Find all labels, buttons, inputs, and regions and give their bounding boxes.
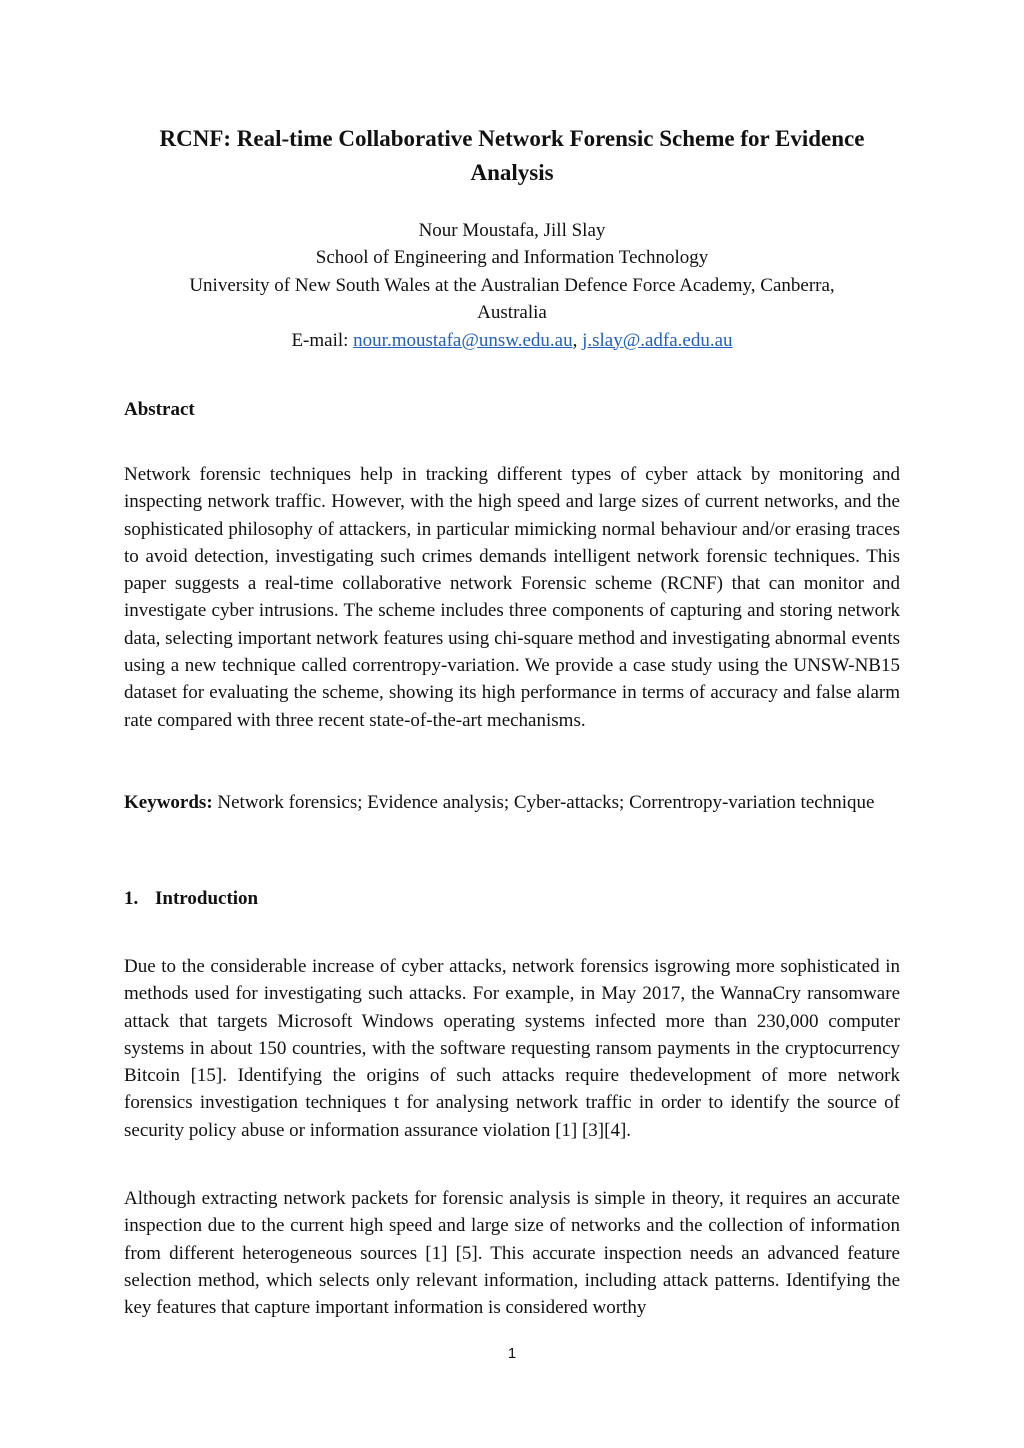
abstract-body: Network forensic techniques help in tracking different types of cyber attack by monitoring and inspecting network traffic. However, with the high speed and large sizes of current networks, and the sophisticated philosophy of attackers, in particular mimicking normal behaviour and/or erasing traces to avoid detection, investigating such crimes demands intelligent network forensic techniques. This paper suggests a real-time collaborative network Forensic scheme (RCNF) that can monitor and investigate cyber intrusions. The scheme includes three components of capturing and storing network data, selecting important network features using chi-square method and investigating abnormal events using a new technique called correntropy-variation. We provide a case study using the UNSW-NB15 dataset for evaluating the scheme, showing its high performance in terms of accuracy and false alarm rate compared with three recent state-of-the-art mechanisms. xyxy=(124,464,900,731)
keywords-label: Keywords: xyxy=(124,792,213,813)
section-title: Introduction xyxy=(155,888,259,909)
section-number: 1. xyxy=(124,888,139,909)
email-prefix: E-mail: xyxy=(291,329,354,351)
email-link-slay[interactable]: j.slay@.adfa.edu.au xyxy=(582,329,733,351)
page-number: 1 xyxy=(507,1345,517,1362)
email-separator: , xyxy=(572,329,583,351)
affiliation-school: School of Engineering and Information Technology xyxy=(315,247,709,269)
author-names: Nour Moustafa, Jill Slay xyxy=(418,220,606,241)
keywords-text: Network forensics; Evidence analysis; Cyber-attacks; Correntropy-variation technique xyxy=(212,792,875,813)
introduction-paragraph-2: Although extracting network packets for forensic analysis is simple in theory, it requires an accurate inspection due to the current high speed and large size of networks and the collection of information from different heterogeneous sources [1] [5]. This accurate inspection needs an advanced feature selection method, which selects only relevant information, including attack patterns. Identifying the key features that capture important information is considered worthy xyxy=(124,1188,900,1319)
introduction-paragraph-1: Due to the considerable increase of cyber attacks, network forensics isgrowing more sophisticated in methods used for investigating such attacks. For example, in May 2017, the WannaCry ransomware attack that targets Microsoft Windows operating systems infected more than 230,000 computer systems in about 150 countries, with the software requesting ransom payments in the cryptocurrency Bitcoin [15]. Identifying the origins of such attacks require thedevelopment of more network forensics investigation techniques t for analysing network traffic in order to identify the source of security policy abuse or information assurance violation [1] [3][4]. xyxy=(124,956,900,1141)
keywords-paragraph xyxy=(124,789,900,816)
affiliation-country: Australia xyxy=(477,302,547,324)
author-block xyxy=(124,217,900,354)
email-link-moustafa[interactable]: nour.moustafa@unsw.edu.au xyxy=(353,329,573,351)
paper-title: RCNF: Real-time Collaborative Network Forensic Scheme for Evidence Analysis xyxy=(159,126,865,185)
affiliation-university: University of New South Wales at the Australian Defence Force Academy, Canberra, xyxy=(189,274,835,296)
abstract-heading: Abstract xyxy=(124,399,195,420)
section-heading-introduction xyxy=(124,885,258,912)
email-line xyxy=(124,327,900,354)
